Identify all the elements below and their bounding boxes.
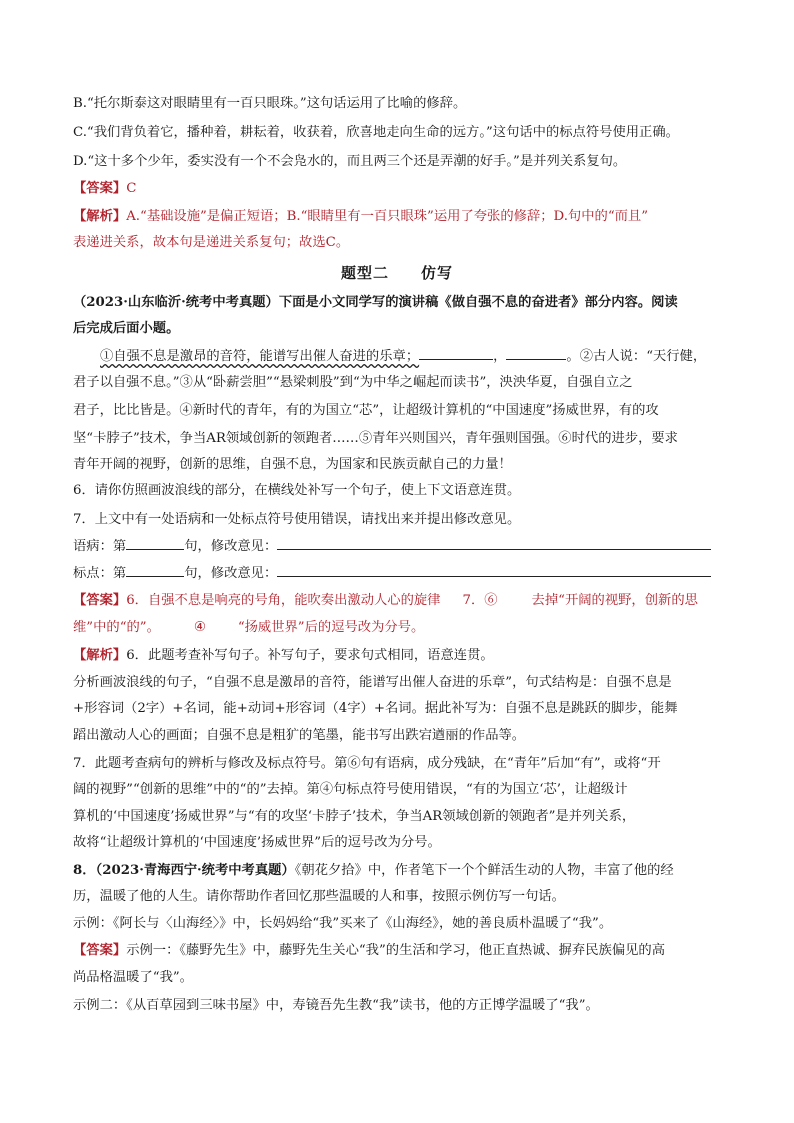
question-8-line2: 历，温暖了他的人生。请你帮助作者回忆那些温暖的人和事，按照示例仿写一句话。	[73, 889, 565, 904]
punct-mid: 句，修改意见：	[184, 566, 278, 581]
passage-line1-rest: 。②古人说：“天行健，	[566, 349, 707, 364]
blank-comma: ，	[493, 349, 507, 364]
answer-2-line1	[73, 592, 698, 610]
passage-line4: 坚“卡脖子”技术，争当AR领域创新的领跑者……⑤青年兴则国兴，青年强则国强。⑥时代的进步，要求	[73, 431, 678, 446]
answer-7-fix2: “扬威世界”后的逗号改为分号。	[237, 620, 425, 635]
wavy-sentence: ①自强不息是激昂的音符，能谱写出催人奋进的乐章；	[100, 349, 420, 364]
passage-intro-line2: 后完成后面小题。	[73, 321, 180, 336]
analysis-2-line3: +形容词（2字）+名词，能+动词+形容词（4字）+名词。据此补写为：自强不息是跳跃的脚步，能舞	[73, 701, 678, 716]
answer-2-line2	[73, 619, 424, 637]
question-8-example: 示例：《阿长与〈山海经〉》中，长妈妈给“我”买来了《山海经》，她的善良质朴温暖了“我”。	[73, 916, 613, 931]
question-7-punct	[73, 564, 711, 583]
answer-8-line1	[73, 942, 665, 960]
analysis-text: A.“基础设施”是偏正短语；B.“眼睛里有一百只眼珠”运用了夸张的修辞；D.句中的“而且”	[126, 209, 649, 224]
analysis-text: 6．此题考查补写句子。补写句子，要求句式相同，语意连贯。	[126, 648, 494, 663]
analysis-1-line2: 表递进关系，故本句是递进关系复句；故选C。	[73, 235, 350, 250]
option-c: C.“我们背负着它，播种着，耕耘着，收获着，欣喜地走向生命的远方。”这句话中的标点符号使用正确。	[73, 125, 679, 140]
answer-8-text: 示例一：《藤野先生》中，藤野先生关心“我”的生活和学习，他正直热诚、摒弃民族偏见的高	[126, 943, 666, 958]
answer-label: 【答案】	[73, 943, 127, 958]
analysis-2-line4: 蹈出激动人心的画面；自强不息是粗犷的笔墨，能书写出跌宕遒丽的作品等。	[73, 728, 526, 743]
punct-fix-blank[interactable]	[277, 564, 711, 577]
passage-line5: 青年开阔的视野，创新的思维，自强不息，为国家和民族贡献自己的力量！	[73, 457, 512, 472]
blank-1[interactable]	[419, 347, 493, 360]
grammar-sentence-blank[interactable]	[126, 537, 184, 550]
passage-intro-line1: （2023·山东临沂·统考中考真题）下面是小文同学写的演讲稿《做自强不息的奋进者》部分内容。阅读	[73, 295, 678, 310]
answer-7-num: 7．⑥	[462, 593, 498, 608]
answer-label: 【答案】	[73, 181, 127, 196]
analysis-2-line7: 算机的‘中国速度’扬威世界”与“有的攻坚‘卡脖子’技术，争当AR领域创新的领跑者”是并列关系，	[73, 809, 636, 824]
analysis-label: 【解析】	[73, 648, 127, 663]
blank-2[interactable]	[506, 347, 566, 360]
passage-line3: 君子，比比皆是。④新时代的青年，有的为国立“芯”，让超级计算机的“中国速度”扬威世界，有的攻	[73, 403, 659, 418]
question-7-grammar	[73, 537, 711, 556]
q8-number: 8．	[73, 863, 96, 878]
grammar-mid: 句，修改意见：	[184, 539, 278, 554]
question-8-line1	[73, 862, 674, 880]
punct-label: 标点：第	[73, 566, 127, 581]
analysis-2-line5: 7．此题考查病句的辨析与修改及标点符号。第⑥句有语病，成分残缺，在“青年”后加“有”，或将“开	[73, 756, 661, 771]
answer-6: 6．自强不息是响亮的号角，能吹奏出激动人心的旋律	[126, 593, 441, 608]
analysis-2-line1	[73, 647, 494, 665]
answer-7-fix: 去掉“开阔的视野，创新的思	[531, 593, 698, 608]
option-b: B.“托尔斯泰这对眼睛里有一百只眼珠。”这句话运用了比喻的修辞。	[73, 96, 467, 111]
analysis-2-line8: 故将“让超级计算机的‘中国速度’扬威世界”后的逗号改为分号。	[73, 835, 441, 850]
option-d: D.“这十多个少年，委实没有一个不会凫水的，而且两三个还是弄潮的好手。”是并列关系复句。	[73, 154, 627, 169]
analysis-2-line2: 分析画波浪线的句子，“自强不息是激昂的音符，能谱写出催人奋进的乐章”，句式结构是：自强不息是	[73, 675, 672, 690]
question-6: 6．请你仿照画波浪线的部分，在横线处补写一个句子，使上下文语意连贯。	[73, 483, 521, 498]
q8-text: 《朝花夕拾》中，作者笔下一个个鲜活生动的人物，丰富了他的经	[294, 863, 674, 878]
answer-8-line3: 示例二：《从百草园到三味书屋》中，寿镜吾先生教“我”读书，他的方正博学温暖了“我”。	[73, 998, 599, 1013]
q8-source: （2023·青海西宁·统考中考真题）	[95, 863, 295, 878]
section-title: 题型二 仿写	[340, 264, 453, 282]
answer-label: 【答案】	[73, 593, 127, 608]
analysis-label: 【解析】	[73, 209, 127, 224]
answer-7-cont: 维”中的“的”。	[73, 620, 160, 635]
answer-8-line2: 尚品格温暖了“我”。	[73, 970, 193, 985]
grammar-label: 语病：第	[73, 539, 127, 554]
question-7: 7．上文中有一处语病和一处标点符号使用错误，请找出来并提出修改意见。	[73, 512, 521, 527]
analysis-2-line6: 阔的视野”“创新的思维”中的“的”去掉。第④句标点符号使用错误，“有的为国立‘芯’，让超级计	[73, 782, 628, 797]
punct-sentence-blank[interactable]	[126, 564, 184, 577]
answer-value: C	[126, 181, 137, 196]
answer-1	[73, 180, 136, 198]
answer-7-num2: ④	[193, 620, 206, 635]
passage-line1	[100, 347, 706, 366]
passage-line2: 君子以自强不息。”③从“卧薪尝胆”“悬梁刺股”到“为中华之崛起而读书”，泱泱华夏，自强自立之	[73, 375, 633, 390]
grammar-fix-blank[interactable]	[277, 537, 711, 550]
analysis-1-line1	[73, 208, 648, 226]
